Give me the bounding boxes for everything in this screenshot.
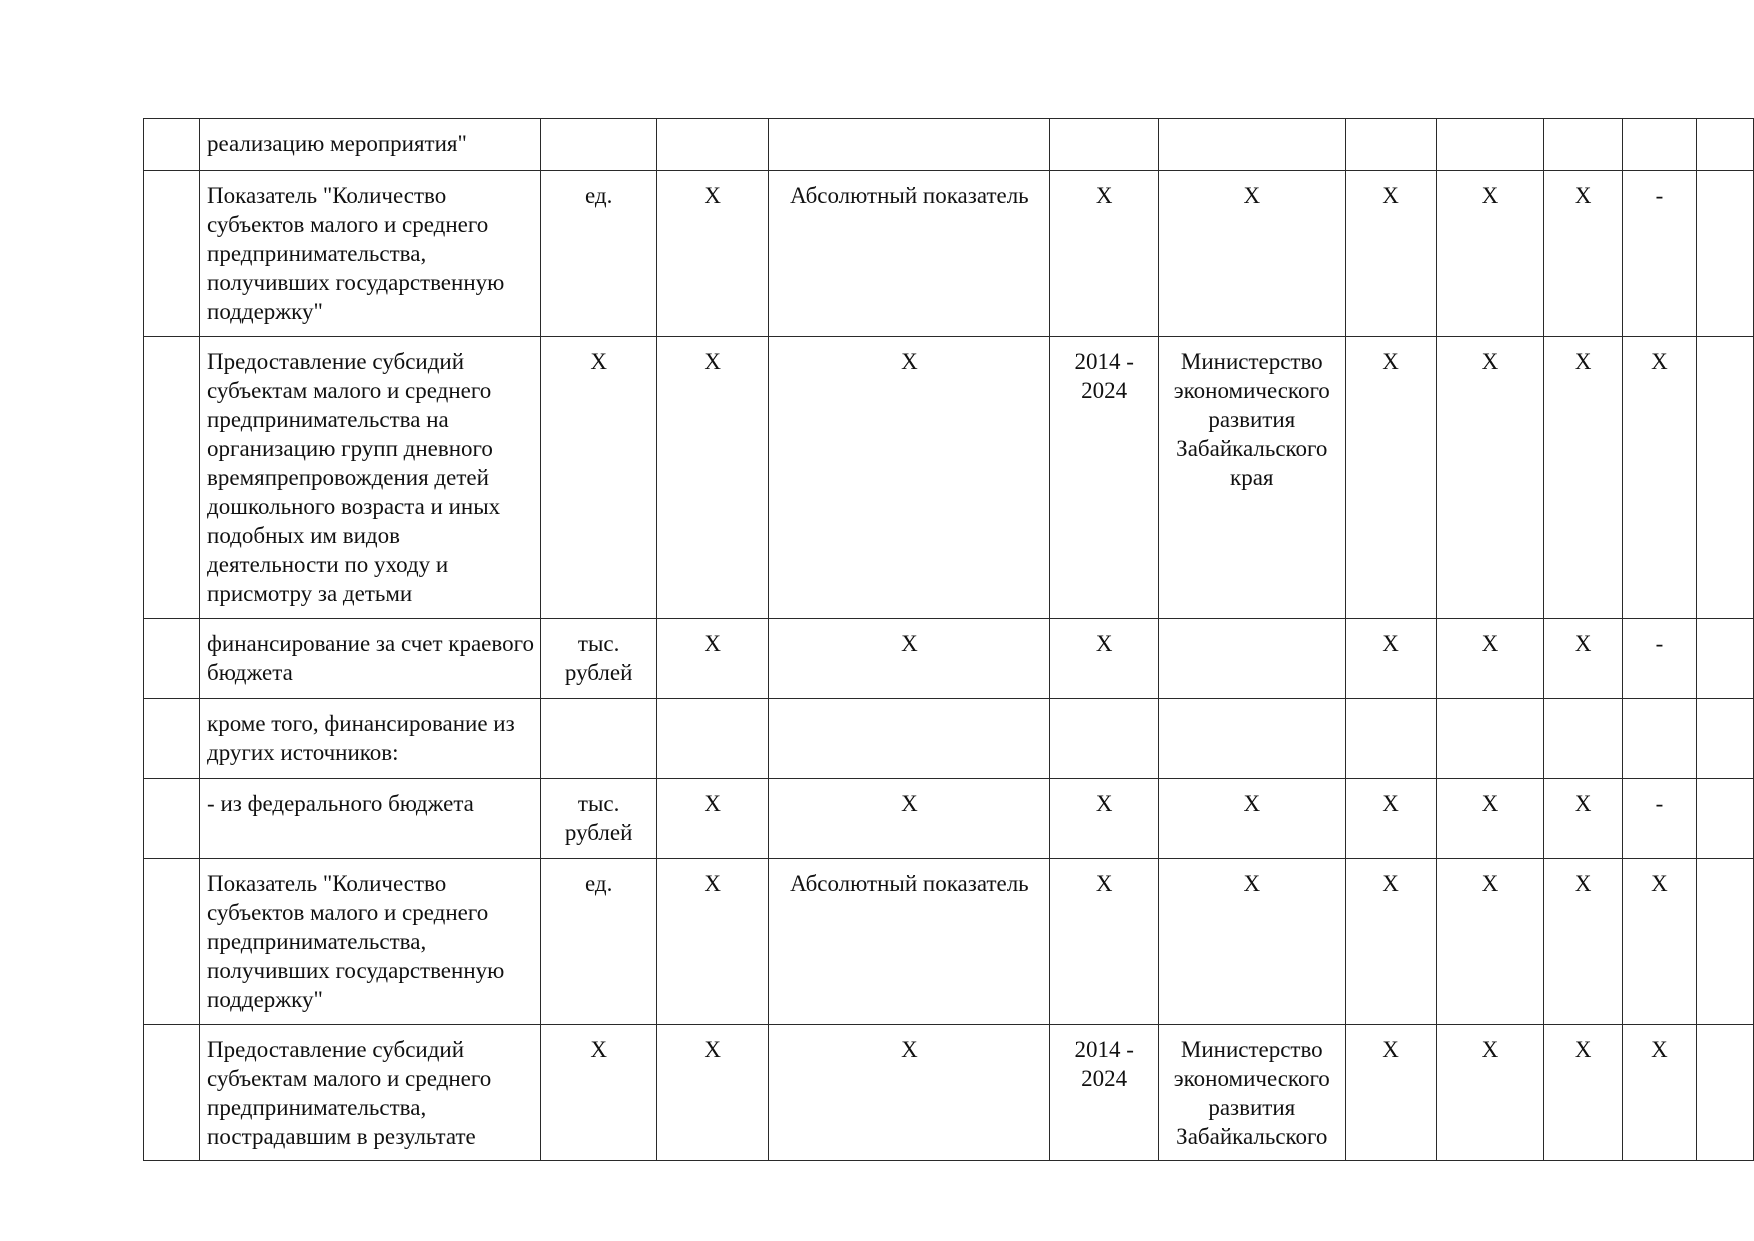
- cell-col11: X: [1622, 337, 1696, 619]
- cell-name: Показатель "Количество субъектов малого и среднего предпринимательства, получивших государственную поддержку": [200, 859, 541, 1025]
- cell-executor: [1158, 119, 1345, 171]
- cell-col10: X: [1544, 859, 1623, 1025]
- cell-col12: [1696, 119, 1753, 171]
- cell-executor: [1158, 699, 1345, 779]
- cell-col11: X: [1622, 1025, 1696, 1161]
- cell-name: реализацию мероприятия": [200, 119, 541, 171]
- table-row: [144, 619, 1754, 699]
- cell-col10: [1544, 119, 1623, 171]
- cell-period: X: [1050, 859, 1159, 1025]
- cell-col4: X: [656, 779, 769, 859]
- cell-col4: X: [656, 859, 769, 1025]
- cell-col10: X: [1544, 779, 1623, 859]
- cell-col10: X: [1544, 619, 1623, 699]
- cell-unit: ед.: [541, 171, 657, 337]
- cell-col8: X: [1345, 859, 1436, 1025]
- cell-period: X: [1050, 171, 1159, 337]
- cell-number: [144, 619, 200, 699]
- cell-number: [144, 859, 200, 1025]
- table-row: [144, 337, 1754, 619]
- cell-col4: X: [656, 1025, 769, 1161]
- cell-executor: X: [1158, 859, 1345, 1025]
- cell-col10: X: [1544, 1025, 1623, 1161]
- table-row: [144, 119, 1754, 171]
- cell-col11: -: [1622, 779, 1696, 859]
- cell-col12: [1696, 337, 1753, 619]
- cell-col8: X: [1345, 171, 1436, 337]
- table-row: [144, 859, 1754, 1025]
- cell-period: [1050, 699, 1159, 779]
- cell-name: Показатель "Количество субъектов малого и среднего предпринимательства, получивших государственную поддержку": [200, 171, 541, 337]
- cell-col8: [1345, 119, 1436, 171]
- cell-col12: [1696, 859, 1753, 1025]
- cell-col9: X: [1436, 1025, 1544, 1161]
- cell-period: X: [1050, 779, 1159, 859]
- cell-method: [769, 699, 1050, 779]
- cell-executor: [1158, 619, 1345, 699]
- cell-col9: X: [1436, 859, 1544, 1025]
- cell-col10: [1544, 699, 1623, 779]
- cell-number: [144, 337, 200, 619]
- cell-col11: [1622, 119, 1696, 171]
- cell-period: [1050, 119, 1159, 171]
- cell-unit: тыс. рублей: [541, 779, 657, 859]
- cell-col11: -: [1622, 171, 1696, 337]
- table-row: [144, 699, 1754, 779]
- cell-executor: X: [1158, 171, 1345, 337]
- cell-number: [144, 699, 200, 779]
- cell-unit: ед.: [541, 859, 657, 1025]
- cell-name: кроме того, финансирование из других источников:: [200, 699, 541, 779]
- cell-method: X: [769, 619, 1050, 699]
- cell-method: Абсолютный показатель: [769, 171, 1050, 337]
- table-row: [144, 171, 1754, 337]
- cell-col4: X: [656, 619, 769, 699]
- cell-name: Предоставление субсидий субъектам малого и среднего предпринимательства на организацию групп дневного времяпрепровождения детей дошкольного возраста и иных подобных им видов деятельности по уходу и присмотру за детьми: [200, 337, 541, 619]
- table-row: [144, 1025, 1754, 1161]
- cell-col12: [1696, 699, 1753, 779]
- cell-col9: X: [1436, 337, 1544, 619]
- cell-number: [144, 1025, 200, 1161]
- cell-col11: -: [1622, 619, 1696, 699]
- cell-col8: X: [1345, 1025, 1436, 1161]
- cell-col8: X: [1345, 337, 1436, 619]
- cell-col10: X: [1544, 337, 1623, 619]
- cell-method: [769, 119, 1050, 171]
- cell-name: - из федерального бюджета: [200, 779, 541, 859]
- cell-method: X: [769, 1025, 1050, 1161]
- cell-col8: [1345, 699, 1436, 779]
- cell-col9: [1436, 119, 1544, 171]
- cell-col4: [656, 699, 769, 779]
- cell-col4: X: [656, 171, 769, 337]
- cell-col12: [1696, 1025, 1753, 1161]
- cell-unit: тыс. рублей: [541, 619, 657, 699]
- table-row: [144, 779, 1754, 859]
- cell-col4: X: [656, 337, 769, 619]
- cell-number: [144, 119, 200, 171]
- cell-number: [144, 779, 200, 859]
- cell-unit: X: [541, 1025, 657, 1161]
- cell-number: [144, 171, 200, 337]
- cell-col11: [1622, 699, 1696, 779]
- program-measures-table: [143, 118, 1754, 1161]
- cell-col9: X: [1436, 619, 1544, 699]
- cell-col9: X: [1436, 171, 1544, 337]
- cell-name: Предоставление субсидий субъектам малого и среднего предпринимательства, пострадавшим в результате: [200, 1025, 541, 1161]
- cell-unit: X: [541, 337, 657, 619]
- cell-col8: X: [1345, 779, 1436, 859]
- cell-unit: [541, 119, 657, 171]
- cell-col12: [1696, 779, 1753, 859]
- cell-method: X: [769, 337, 1050, 619]
- cell-unit: [541, 699, 657, 779]
- cell-name: финансирование за счет краевого бюджета: [200, 619, 541, 699]
- cell-col10: X: [1544, 171, 1623, 337]
- cell-method: Абсолютный показатель: [769, 859, 1050, 1025]
- cell-executor: X: [1158, 779, 1345, 859]
- cell-period: 2014 - 2024: [1050, 1025, 1159, 1161]
- cell-period: X: [1050, 619, 1159, 699]
- cell-col11: X: [1622, 859, 1696, 1025]
- cell-col9: X: [1436, 779, 1544, 859]
- cell-col4: [656, 119, 769, 171]
- cell-col12: [1696, 171, 1753, 337]
- cell-executor: Министерство экономического развития Забайкальского: [1158, 1025, 1345, 1161]
- cell-method: X: [769, 779, 1050, 859]
- cell-period: 2014 - 2024: [1050, 337, 1159, 619]
- cell-executor: Министерство экономического развития Забайкальского края: [1158, 337, 1345, 619]
- cell-col9: [1436, 699, 1544, 779]
- cell-col12: [1696, 619, 1753, 699]
- cell-col8: X: [1345, 619, 1436, 699]
